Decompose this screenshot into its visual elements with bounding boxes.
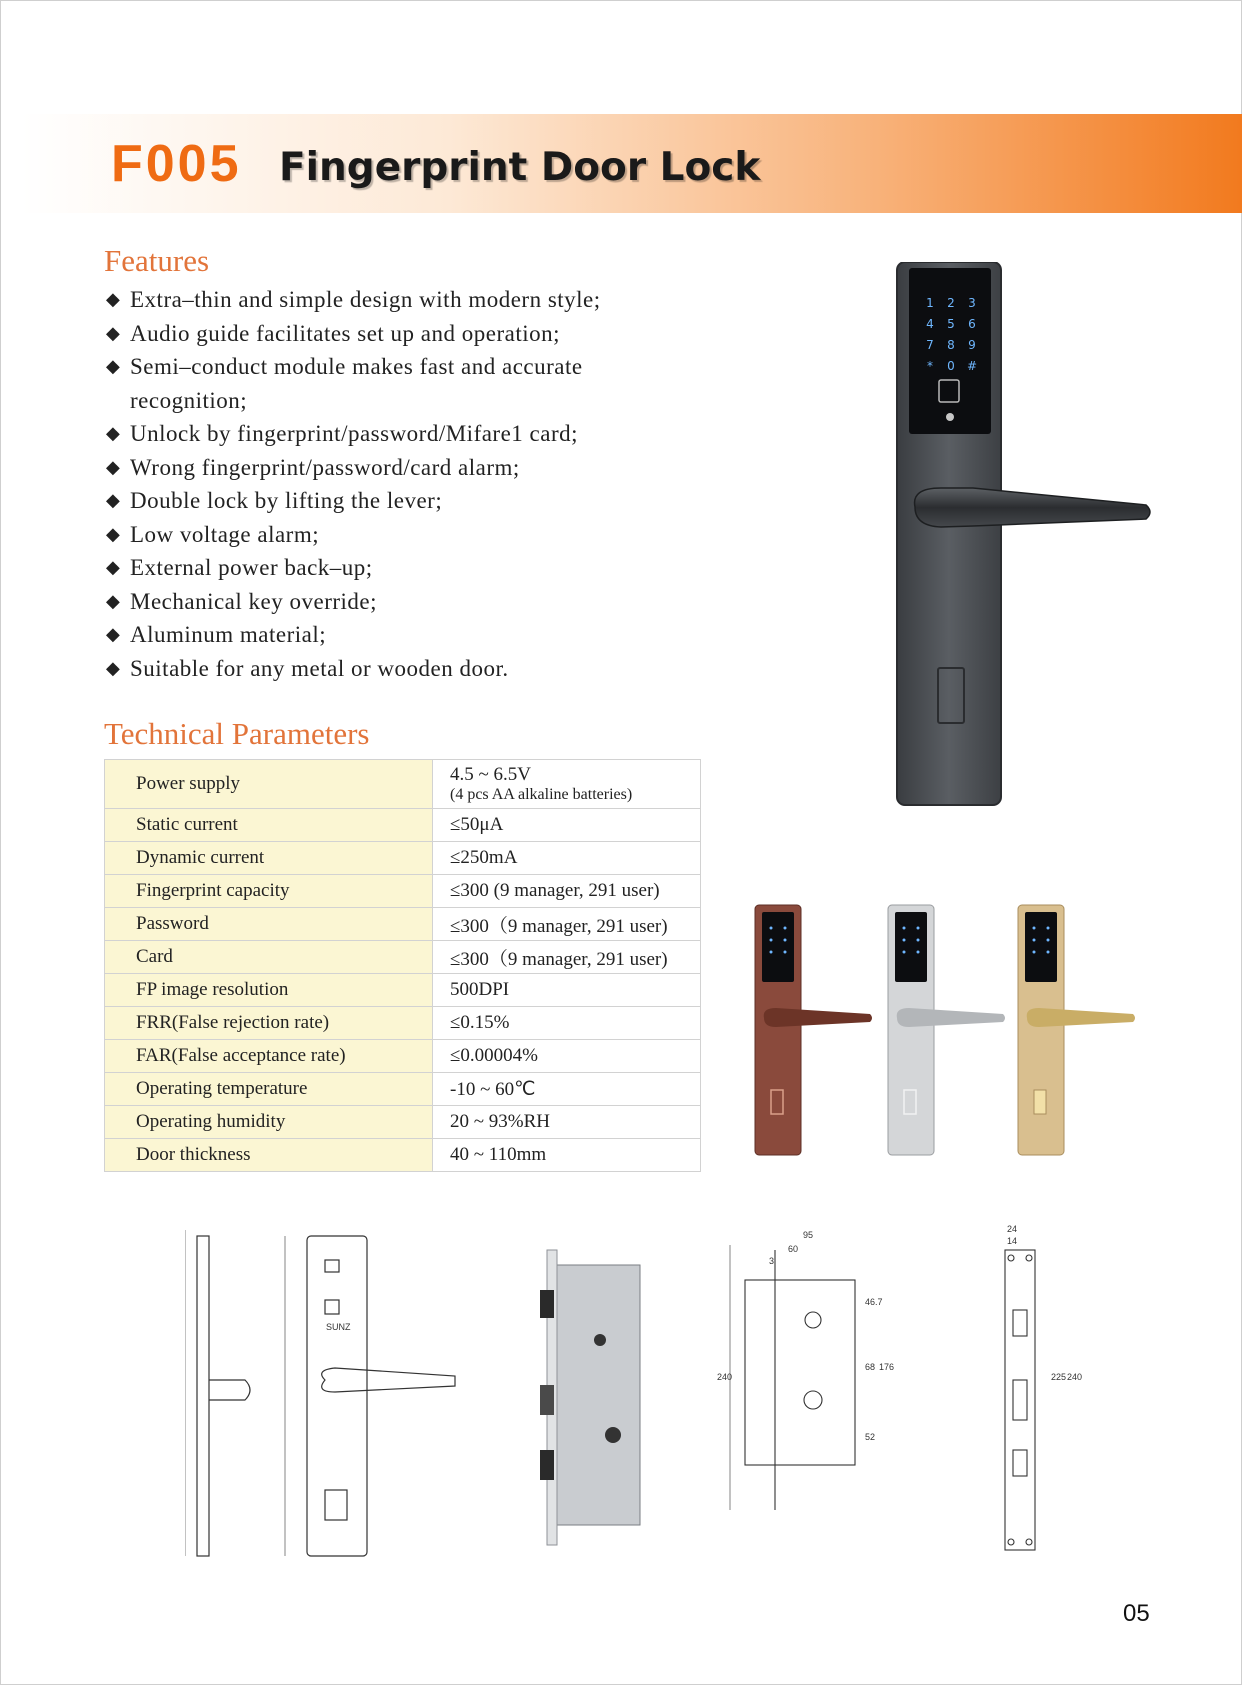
strike-plate-drawing	[1005, 1250, 1035, 1550]
param-label: Fingerprint capacity	[105, 875, 433, 908]
dimension-label: 14	[1007, 1236, 1018, 1246]
diamond-bullet-icon: ◆	[106, 490, 121, 510]
page-number: 05	[1123, 1600, 1150, 1627]
keypad-key: 4	[926, 317, 934, 331]
param-value: ≤0.00004%	[433, 1040, 701, 1073]
param-label: Door thickness	[105, 1139, 433, 1172]
keypad-key: 0	[947, 359, 955, 373]
dimension-label: 176	[879, 1362, 895, 1372]
front-view-drawing	[285, 1236, 455, 1556]
keypad-key: 1	[926, 296, 934, 310]
mortise-body-image	[540, 1250, 640, 1545]
table-row	[105, 1007, 701, 1040]
param-label: Dynamic current	[105, 842, 433, 875]
feature-item: ◆ Semi–conduct module makes fast and accurate recognition;	[106, 350, 670, 417]
param-value: ≤50μA	[433, 809, 701, 842]
lever-handle	[915, 488, 1150, 527]
keypad-key: *	[927, 359, 933, 373]
keypad-key: 3	[968, 296, 976, 310]
features-list	[106, 283, 726, 685]
parameters-heading: Technical Parameters	[104, 716, 370, 751]
table-row	[105, 941, 701, 974]
dimension-label: 240	[717, 1372, 733, 1382]
table-row	[105, 1073, 701, 1106]
feature-item: ◆ Wrong fingerprint/password/card alarm;	[106, 451, 726, 485]
feature-item: ◆ Extra–thin and simple design with modern style;	[106, 283, 726, 317]
table-row	[105, 1106, 701, 1139]
param-value: 40 ~ 110mm	[433, 1139, 701, 1172]
param-label: Operating humidity	[105, 1106, 433, 1139]
side-view-drawing	[185, 1230, 250, 1556]
dimension-label: 95	[803, 1230, 814, 1240]
dimension-label: 68	[865, 1362, 876, 1372]
dimension-label: 46.7	[865, 1297, 883, 1307]
diamond-bullet-icon: ◆	[106, 322, 121, 343]
feature-item: ◆ Aluminum material;	[106, 618, 726, 652]
param-value	[433, 760, 701, 809]
keypad-key: 2	[947, 296, 955, 310]
variant-silver	[888, 905, 1005, 1155]
feature-item: ◆ Suitable for any metal or wooden door.	[106, 652, 726, 686]
param-label: Power supply	[105, 760, 433, 809]
param-value: ≤300（9 manager, 291 user)	[433, 941, 701, 974]
table-row	[105, 760, 701, 809]
indicator-light-icon	[946, 413, 954, 421]
diamond-bullet-icon: ◆	[106, 657, 121, 678]
color-variants-image	[750, 900, 1150, 1160]
table-row	[105, 974, 701, 1007]
param-label: Card	[105, 941, 433, 974]
dimension-label: 24	[1007, 1224, 1018, 1234]
technical-drawings	[185, 1210, 1085, 1560]
param-label: FP image resolution	[105, 974, 433, 1007]
variant-red-copper	[755, 905, 872, 1155]
dimension-label: 52	[865, 1432, 876, 1442]
product-title: Fingerprint Door Lock	[279, 145, 761, 190]
table-row	[105, 842, 701, 875]
brand-label: SUNZ	[326, 1322, 351, 1332]
feature-item: ◆ Audio guide facilitates set up and operation;	[106, 317, 726, 351]
dimension-label: 240	[1067, 1372, 1083, 1382]
param-value-main: 4.5 ~ 6.5V	[450, 764, 532, 785]
feature-item: ◆ External power back–up;	[106, 551, 726, 585]
param-value: 500DPI	[433, 974, 701, 1007]
param-label: Static current	[105, 809, 433, 842]
mortise-dimension-drawing	[730, 1245, 855, 1510]
keypad-key: 5	[947, 317, 955, 331]
variant-gold	[1018, 905, 1135, 1155]
diamond-bullet-icon: ◆	[106, 356, 121, 376]
param-value: ≤250mA	[433, 842, 701, 875]
param-value: ≤300 (9 manager, 291 user)	[433, 875, 701, 908]
param-value: ≤0.15%	[433, 1007, 701, 1040]
param-label: FAR(False acceptance rate)	[105, 1040, 433, 1073]
keypad-key: 8	[947, 338, 955, 352]
features-heading: Features	[104, 243, 210, 278]
param-value: -10 ~ 60℃	[433, 1073, 701, 1106]
diamond-bullet-icon: ◆	[106, 456, 121, 477]
diamond-bullet-icon: ◆	[106, 624, 121, 644]
param-label: Operating temperature	[105, 1073, 433, 1106]
diamond-bullet-icon: ◆	[106, 557, 121, 577]
table-row	[105, 908, 701, 941]
diamond-bullet-icon: ◆	[106, 590, 121, 611]
diamond-bullet-icon: ◆	[106, 423, 121, 443]
dimension-label: 225	[1051, 1372, 1067, 1382]
param-value: ≤300（9 manager, 291 user)	[433, 908, 701, 941]
dimension-label: 3	[769, 1256, 775, 1266]
feature-item: ◆ Low voltage alarm;	[106, 518, 726, 552]
param-label: FRR(False rejection rate)	[105, 1007, 433, 1040]
table-row	[105, 809, 701, 842]
table-row	[105, 1139, 701, 1172]
door-lock-product-image	[893, 262, 1173, 812]
keypad-key: 9	[968, 338, 976, 352]
keypad-key: 6	[968, 317, 976, 331]
param-value: 20 ~ 93%RH	[433, 1106, 701, 1139]
diamond-bullet-icon: ◆	[106, 289, 121, 309]
product-model: F005	[111, 135, 242, 193]
feature-item: ◆ Double lock by lifting the lever;	[106, 484, 726, 518]
dimension-label: 60	[788, 1244, 799, 1254]
parameters-table	[104, 759, 701, 1172]
diamond-bullet-icon: ◆	[106, 523, 121, 544]
keypad-key: #	[966, 359, 978, 373]
param-value-note: (4 pcs AA alkaline batteries)	[450, 786, 633, 803]
param-label: Password	[105, 908, 433, 941]
table-row	[105, 875, 701, 908]
keypad-key: 7	[926, 338, 934, 352]
feature-item: ◆ Unlock by fingerprint/password/Mifare1 card;	[106, 417, 726, 451]
feature-item: ◆ Mechanical key override;	[106, 585, 726, 619]
table-row	[105, 1040, 701, 1073]
